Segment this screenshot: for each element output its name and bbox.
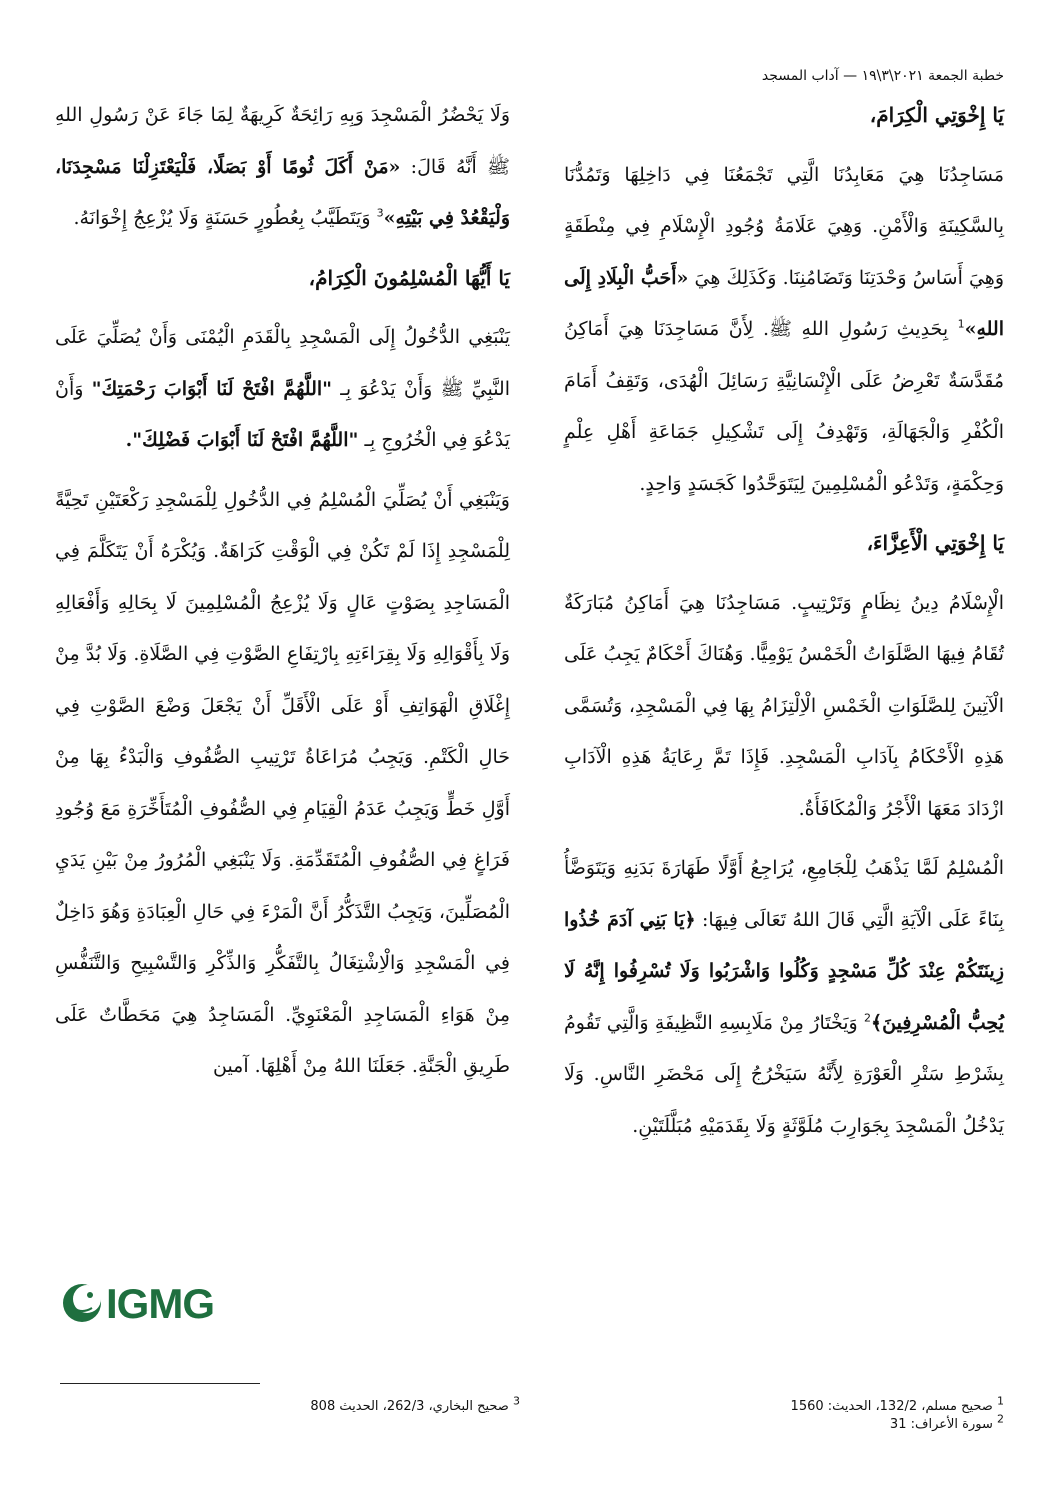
- page-header: خطبة الجمعة ٢٠٢١\٣\١٩ — آداب المسجد: [761, 68, 1004, 84]
- footnote-number: 2: [997, 1412, 1004, 1426]
- hadith-quote: «مَنْ أَكَلَ ثُومًا أَوْ بَصَلًا، فَلْيَعْتَزِلْنَا مَسْجِدَنَا، وَلْيَقْعُدْ فِي بَيْتِهِ»: [55, 155, 510, 229]
- footnote-ref: 1: [957, 317, 965, 331]
- paragraph-mosques-intro: [564, 150, 1004, 511]
- dua-entering: "اللَّهُمَّ افْتَحْ لَنَا أَبْوَابَ رَحْمَتِكَ": [91, 377, 333, 400]
- right-column: [564, 90, 1004, 1160]
- heading-beloved-brothers: يَا إِخْوَتِي الْأَعِزَّاءَ،: [866, 531, 1004, 555]
- text-segment: بِحَدِيثِ رَسُولِ اللهِ ﷺ. لِأَنَّ مَسَاجِدَنَا هِيَ أَمَاكِنُ مُقَدَّسَةٌ تَعْرِضُ عَلَى الْإِنْسَانِيَّةِ رَسَائِلَ الْهُدَى، وَتَقِفُ أَمَامَ الْكُفْرِ وَالْجَهَالَةِ، وَتَهْدِفُ إِلَى تَشْكِيلِ جَمَاعَةِ أَهْلِ عِلْمٍ وَحِكْمَةٍ، وَتَدْعُو الْمُسْلِمِينَ لِيَتَوَحَّدُوا كَجَسَدٍ وَاحِدٍ.: [564, 318, 1004, 495]
- footnote-3: [250, 1394, 520, 1416]
- paragraph-odor: [55, 90, 510, 245]
- footnote-text: صحيح البخاري، 262/3، الحديث 808: [310, 1399, 509, 1414]
- left-column: [55, 90, 510, 1101]
- text-segment: وَلَا يَحْضُرُ الْمَسْجِدَ وَبِهِ رَائِحَةٌ كَرِيهَةٌ لِمَا جَاءَ عَنْ رَسُولِ اللهِ ﷺ أَنَّهُ قَالَ:: [55, 104, 510, 178]
- text-segment: الْمُسْلِمُ لَمَّا يَذْهَبُ لِلْجَامِعِ، يُرَاجِعُ أَوَّلًا طَهَارَةَ بَدَنِهِ وَيَتَوَضَّأُ بِنَاءً عَلَى الْآيَةِ الَّتِي قَالَ اللهُ تَعَالَى فِيهَا:: [564, 857, 1004, 931]
- footnote-2: [584, 1412, 1004, 1434]
- footnote-divider: [60, 1383, 260, 1384]
- heading-dear-muslims: يَا أَيُّهَا الْمُسْلِمُونَ الْكِرَامُ،: [308, 265, 510, 290]
- paragraph-purity: [564, 843, 1004, 1152]
- footnotes-left: [250, 1394, 520, 1416]
- crescent-globe-icon: [63, 1284, 101, 1322]
- paragraph-entering: [55, 312, 510, 467]
- text-segment: وَيَخْتَارُ مِنْ مَلَابِسِهِ النَّظِيفَةِ وَالَّتِي تَقُومُ بِشَرْطِ سَتْرِ الْعَوْرَةِ لِأَنَّهُ سَيَخْرُجُ إِلَى مَحْضَرِ النَّاسِ. وَلَا يَدْخُلُ الْمَسْجِدَ بِجَوَارِبَ مُلَوَّثَةٍ وَلَا بِقَدَمَيْهِ مُبَلَّلَتَيْنِ.: [564, 1011, 1004, 1137]
- logo-text: IGMG: [106, 1280, 214, 1327]
- footnote-number: 3: [513, 1394, 520, 1408]
- hadith-quote: «أَحَبُّ الْبِلَادِ إِلَى اللهِ»: [564, 266, 1004, 340]
- heading-dear-brothers: يَا إِخْوَتِي الْكِرَامَ،: [869, 103, 1004, 127]
- text-segment: وَأَنْ يَدْعُوَ فِي الْخُرُوجِ بِـ: [55, 377, 510, 451]
- footnote-text: صحيح مسلم، 132/2، الحديث: 1560: [790, 1399, 993, 1414]
- dua-exiting: "اللَّهُمَّ افْتَحْ لَنَا أَبْوَابَ فَضْلِكَ".: [125, 429, 359, 451]
- footnote-ref: 3: [376, 206, 384, 220]
- footnote-number: 1: [997, 1394, 1004, 1408]
- text-segment: مَسَاجِدُنَا هِيَ مَعَابِدُنَا الَّتِي تَجْمَعُنَا فِي دَاخِلِهَا وَتَمُدُّنَا بِالسَّكِينَةِ وَالْأَمْنِ. وَهِيَ عَلَامَةُ وُجُودِ الْإِسْلَامِ فِي مِنْطَقَةٍ وَهِيَ أَسَاسُ وَحْدَتِنَا وَتَضَامُنِنَا. وَكَذَلِكَ هِيَ: [564, 163, 1005, 289]
- text-segment: وَيَتَطَيَّبُ بِعُطُورٍ حَسَنَةٍ وَلَا يُزْعِجُ إِخْوَانَهُ.: [73, 207, 371, 229]
- footnote-ref: 2: [864, 1011, 871, 1025]
- footnote-1: [584, 1394, 1004, 1416]
- paragraph-order: الْإِسْلَامُ دِينُ نِظَامٍ وَتَرْتِيبٍ. مَسَاجِدُنَا هِيَ أَمَاكِنُ مُبَارَكَةٌ تُقَامُ فِيهَا الصَّلَوَاتُ الْخَمْسُ يَوْمِيًّا. وَهُنَاكَ أَحْكَامٌ يَجِبُ عَلَى الْآتِينَ لِلصَّلَوَاتِ الْخَمْسِ الْاِلْتِزَامُ بِهَا فِي الْمَسْجِدِ، وَتُسَمَّى هَذِهِ الْأَحْكَامُ بِآدَابِ الْمَسْجِدِ. فَإِذَا تَمَّ رِعَايَةُ هَذِهِ الْآدَابِ ازْدَادَ مَعَهَا الْأَجْرُ وَالْمُكَافَأَةُ.: [564, 591, 1004, 820]
- text-segment: يَنْبَغِي الدُّخُولُ إِلَى الْمَسْجِدِ بِالْقَدَمِ الْيُمْنَى وَأَنْ يُصَلِّيَ عَلَى النَّبِيِّ ﷺ وَأَنْ يَدْعُوَ بِـ: [55, 326, 510, 400]
- quran-verse: ﴿يَا بَنِي آدَمَ خُذُوا زِينَتَكُمْ عِنْدَ كُلِّ مَسْجِدٍ وَكُلُوا وَاشْرَبُوا وَلَا تُسْرِفُوا إِنَّهُ لَا يُحِبُّ الْمُسْرِفِينَ﴾: [564, 908, 1004, 1034]
- igmg-logo: [60, 1278, 250, 1328]
- paragraph-etiquette: وَيَنْبَغِي أَنْ يُصَلِّيَ الْمُسْلِمُ فِي الدُّخُولِ لِلْمَسْجِدِ رَكْعَتَيْنِ تَحِيَّةً لِلْمَسْجِدِ إِذَا لَمْ تَكُنْ فِي الْوَقْتِ كَرَاهَةٌ. وَيُكْرَهُ أَنْ يَتَكَلَّمَ فِي الْمَسَاجِدِ بِصَوْتٍ عَالٍ وَلَا يُزْعِجُ الْمُسْلِمِينَ لَا بِحَالِهِ وَأَفْعَالِهِ وَلَا بِأَقْوَالِهِ وَلَا بِقِرَاءَتِهِ بِارْتِفَاعِ الصَّوْتِ فِي الصَّلَاةِ. وَلَا بُدَّ مِنْ إِغْلَاقِ الْهَوَاتِفِ أَوْ عَلَى الْأَقَلِّ أَنْ يَجْعَلَ وَضْعَ الصَّوْتِ فِي حَالِ الْكَتْمِ. وَيَجِبُ مُرَاعَاةُ تَرْتِيبِ الصُّفُوفِ وَالْبَدْءُ بِهَا مِنْ أَوَّلِ خَطٍّ وَيَجِبُ عَدَمُ الْقِيَامِ فِي الصُّفُوفِ الْمُتَأَخِّرَةِ مَعَ وُجُودِ فَرَاغٍ فِي الصُّفُوفِ الْمُتَقَدِّمَةِ. وَلَا يَنْبَغِي الْمُرُورُ مِنْ بَيْنِ يَدَيِ الْمُصَلِّينَ، وَيَجِبُ التَّذَكُّرُ أَنَّ الْمَرْءَ فِي حَالِ الْعِبَادَةِ وَهُوَ دَاخِلٌ فِي الْمَسْجِدِ وَالْاِشْتِغَالُ بِالتَّفَكُّرِ وَالذِّكْرِ وَالتَّسْبِيحِ وَالتَّنَفُّسِ مِنْ هَوَاءِ الْمَسَاجِدِ الْمَعْنَوِيِّ. الْمَسَاجِدُ هِيَ مَحَطَّاتٌ عَلَى طَرِيقِ الْجَنَّةِ. جَعَلَنَا اللهُ مِنْ أَهْلِهَا. آمين: [55, 488, 510, 1077]
- footnotes-right: [584, 1394, 1004, 1434]
- footnote-text: سورة الأعراف: 31: [889, 1417, 993, 1432]
